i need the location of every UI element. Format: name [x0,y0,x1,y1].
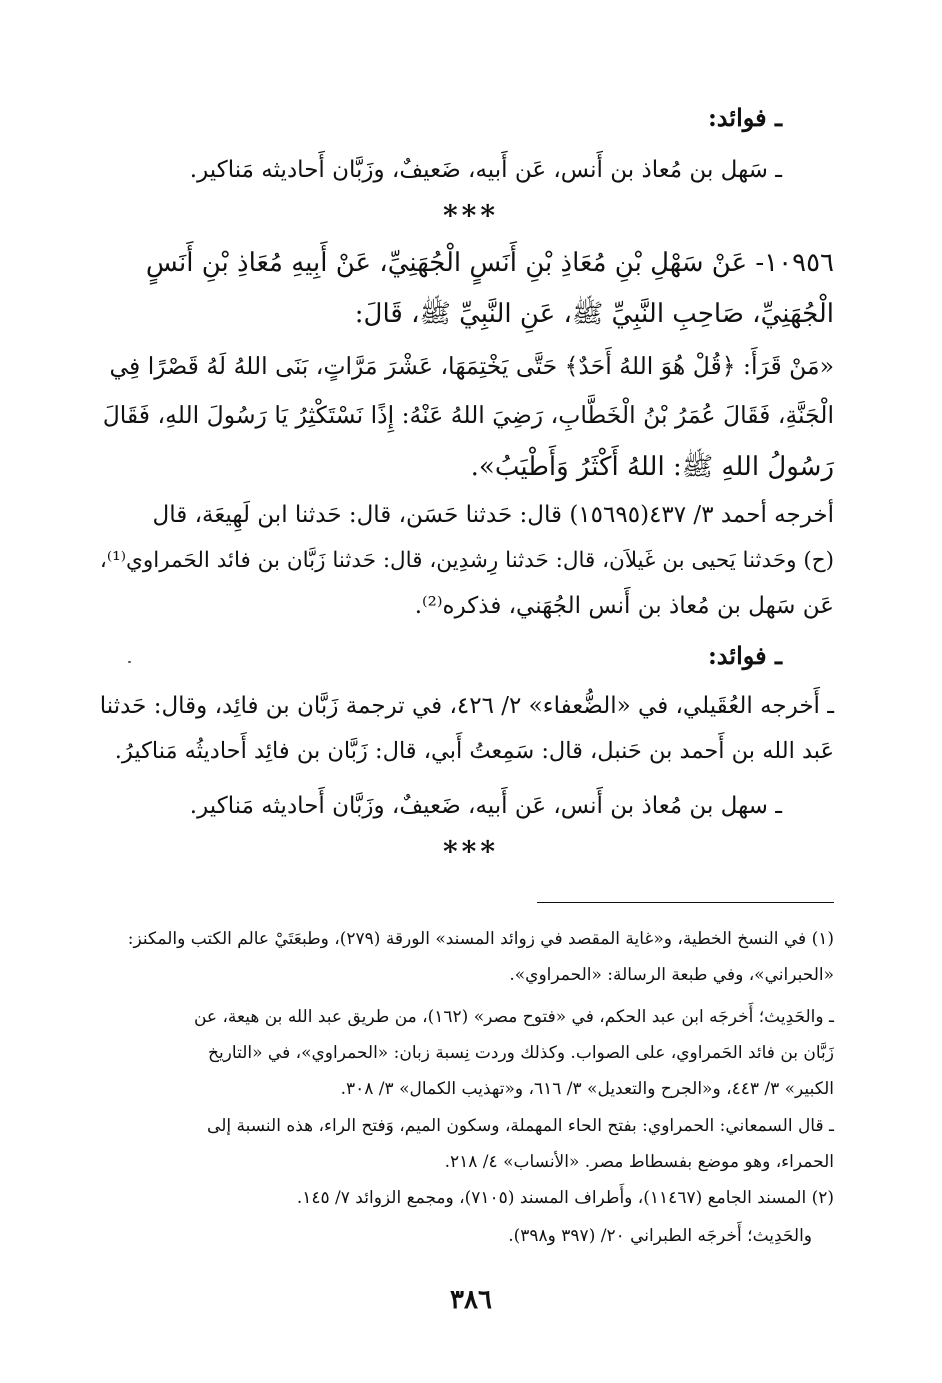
takhrij-line-2: (ح) وحَدثنا يَحيى بن غَيلاَن، قال: حَدثنا رِشدِين، قال: حَدثنا زَبَّان بن فائد الحَمراوي⁽¹⁾، [99,548,834,573]
footnote-line-7: الحمراء، وهو موضع بفسطاط مصر. «الأنساب» ٤/ ٢١٨. [444,1152,834,1172]
fawaid-note-top: ـ سَهل بن مُعاذ بن أَنس، عَن أَبيه، ضَعيفٌ، وزَبَّان أَحاديثه مَناكير. [189,157,782,183]
footnote-line-8: (٢) المسند الجامع (١١٤٦٧)، وأَطراف المسند (٧١٠٥)، ومجمع الزوائد ٧/ ١٤٥. [296,1188,834,1208]
footnote-line-9: والحَدِيث؛ أَخرجَه الطبراني ٢٠/ (٣٩٧ و٣٩٨). [508,1226,812,1246]
hadith-line-2: الْجُهَنِيِّ، صَاحِبِ النَّبِيِّ ﷺ، عَنِ النَّبِيِّ ﷺ، قَالَ: [354,299,834,329]
fawaid-line-1: ـ أَخرجه العُقَيلي، في «الضُّعفاء» ٢/ ٤٢٦، في ترجمة زَبَّان بن فائِد، وقال: حَدثنا [99,693,834,719]
footnote-line-2: «الحبراني»، وفي طبعة الرسالة: «الحمراوي». [509,965,834,985]
page-number: ٣٨٦ [450,1285,492,1315]
hadith-line-4: الْجَنَّةِ، فَقَالَ عُمَرُ بْنُ الْخَطَّابِ، رَضِيَ اللهُ عَنْهُ: إِذًا نَسْتَكْثِرُ يَا رَسُولَ اللهِ، فَقَالَ [102,401,834,429]
fawaid-line-3: ـ سهل بن مُعاذ بن أَنس، عَن أَبيه، ضَعيفٌ، وزَبَّان أَحاديثه مَناكير. [189,793,782,819]
fawaid-heading-top: ـ فوائد: [707,103,782,132]
fawaid-line-2: عَبد الله بن أَحمد بن حَنبل، قال: سَمِعتُ أَبي، قال: زَبَّان بن فائِد أَحاديثُه مَناكيرُ. [114,738,834,764]
footnote-rule [537,902,834,903]
footnote-line-1: (١) في النسخ الخطية، و«غاية المقصد في زوائد المسند» الورقة (٢٧٩)، وطبعَتَيْ عالم الكتب والمكنز: [127,929,834,949]
hadith-line-3: «مَنْ قَرَأَ: ﴿قُلْ هُوَ اللهُ أَحَدٌ﴾ حَتَّى يَخْتِمَهَا، عَشْرَ مَرَّاتٍ، بَنَى اللهُ لَهُ قَصْرًا فِي [109,352,834,380]
separator-stars-bottom: *** [443,835,499,868]
takhrij-line-3: عَن سَهل بن مُعاذ بن أَنس الجُهَني، فذكره⁽²⁾. [414,593,834,619]
footnote-line-3: ـ والحَدِيث؛ أَخرجَه ابن عبد الحكم، في «فتوح مصر» (١٦٢)، من طريق عبد الله بن هيعة، عن [193,1007,834,1027]
takhrij-line-1: أخرجه أحمد ٣/ ٤٣٧(١٥٦٩٥) قال: حَدثنا حَسَن، قال: حَدثنا ابن لَهِيعَة، قال [152,502,834,528]
footnote-line-5: الكبير» ٣/ ٤٤٣، و«الجرح والتعديل» ٣/ ٦١٦، و«تهذيب الكمال» ٣/ ٣٠٨. [340,1079,834,1099]
stray-mark [128,661,131,663]
hadith-line-5: رَسُولُ اللهِ ﷺ: اللهُ أَكْثَرُ وَأَطْيَبُ». [470,452,834,482]
separator-stars-top: *** [443,199,499,232]
footnote-line-6: ـ قال السمعاني: الحمراوي: بفتح الحاء المهملة، وسكون الميم، وَفتح الراء، هذه النسبة إلى [207,1116,834,1136]
hadith-line-1: ١٠٩٥٦- عَنْ سَهْلِ بْنِ مُعَاذِ بْنِ أَنَسٍ الْجُهَنِيِّ، عَنْ أَبِيهِ مُعَاذِ بْنِ أَنَسٍ [145,248,834,278]
fawaid-heading: ـ فوائد: [707,641,782,670]
footnote-line-4: زَبَّان بن فائد الحَمراوي، على الصواب. وكذلك وردت نِسبة زبان: «الحمراوي»، في «التاريخ [207,1043,834,1063]
